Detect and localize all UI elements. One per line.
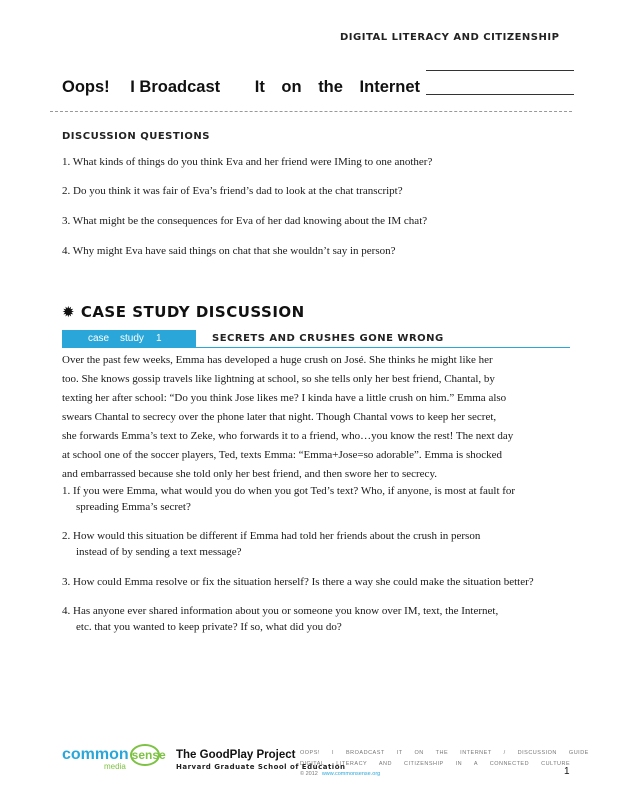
- page-number: 1: [564, 766, 570, 777]
- discussion-question: 3. What might be the consequences for Eva of her dad knowing about the IM chat?: [62, 215, 428, 227]
- case-question-cont: spreading Emma’s secret?: [76, 501, 191, 513]
- date-line: [426, 94, 574, 95]
- logo-text: common: [62, 746, 129, 764]
- case-number: 1: [156, 333, 162, 344]
- title-word: It: [254, 78, 265, 96]
- logo-ring-icon: sense: [130, 744, 160, 766]
- title-word: Internet: [359, 78, 421, 96]
- title-word: on: [281, 78, 302, 96]
- footer-url-link[interactable]: www.commonsense.org: [321, 771, 381, 777]
- story-line: Over the past few weeks, Emma has developed a huge crush on José. She thinks he might like her: [62, 354, 493, 366]
- title-word: Oops!: [62, 78, 110, 96]
- case-question-cont: etc. that you wanted to keep private? If so, what did you do?: [76, 621, 342, 633]
- case-question: 1. If you were Emma, what would you do when you got Ted’s text? Who, if anyone, is most at fault for: [62, 485, 516, 497]
- discussion-question: 4. Why might Eva have said things on chat that she wouldn’t say in person?: [62, 245, 396, 257]
- study-label: study: [120, 333, 144, 344]
- title-word: the: [318, 78, 343, 96]
- story-line: texting her after school: “Do you think Jose likes me? I kinda have a little crush on him.” Emma also: [62, 392, 507, 404]
- title-word: I Broadcast: [130, 78, 221, 96]
- footer-copyright: [300, 771, 380, 777]
- case-question: 4. Has anyone ever shared information about you or someone you know over IM, text, the Internet,: [62, 605, 499, 617]
- footer-line: OOPS! I BROADCAST IT ON THE INTERNET / DISCUSSION GUIDE: [300, 750, 589, 756]
- discussion-question: 2. Do you think it was fair of Eva’s friend’s dad to look at the chat transcript?: [62, 185, 403, 197]
- dashed-divider: [50, 111, 572, 112]
- goodplay-logo: The GoodPlay Project: [176, 749, 296, 761]
- case-question-cont: instead of by sending a text message?: [76, 546, 242, 558]
- case-study-badge: [62, 330, 196, 347]
- story-line: at school one of the soccer players, Ted, texts Emma: “Emma+Jose=so adorable”. Emma is shocked: [62, 449, 502, 461]
- logo-media-text: media: [104, 762, 126, 771]
- case-title: SECRETS AND CRUSHES GONE WRONG: [212, 333, 444, 344]
- name-line: [426, 70, 574, 71]
- story-line: she forwards Emma’s text to Zeke, who forwards it to a friend, who…you know the rest! The next day: [62, 430, 514, 442]
- section-title-text: CASE STUDY DISCUSSION: [80, 303, 305, 321]
- page-title: [62, 78, 420, 97]
- star-icon: ✹: [62, 303, 76, 321]
- discussion-question: 1. What kinds of things do you think Eva and her friend were IMing to one another?: [62, 156, 433, 168]
- section-title: [62, 303, 305, 321]
- story-line: and embarrassed because she told only her best friend, and then swore her to secrecy.: [62, 468, 437, 480]
- case-rule: [62, 347, 570, 348]
- story-line: swears Chantal to secrecy over the phone later that night. Though Chantal vows to keep her secret,: [62, 411, 497, 423]
- case-label: case: [88, 333, 110, 344]
- goodplay-subtitle: Harvard Graduate School of Education: [176, 763, 346, 771]
- case-question: 3. How could Emma resolve or fix the situation herself? Is there a way she could make the situation better?: [62, 576, 534, 588]
- case-question: 2. How would this situation be different if Emma had told her friends about the crush in person: [62, 530, 481, 542]
- discussion-heading: DISCUSSION QUESTIONS: [62, 131, 210, 142]
- copyright-text: © 2012: [300, 771, 318, 777]
- top-header-label: DIGITAL LITERACY AND CITIZENSHIP: [340, 32, 560, 43]
- footer-line: DIGITAL LITERACY AND CITIZENSHIP IN A CONNECTED CULTURE: [300, 761, 571, 767]
- story-line: too. She knows gossip travels like lightning at school, so she tells only her best friend, Chantal, by: [62, 373, 495, 385]
